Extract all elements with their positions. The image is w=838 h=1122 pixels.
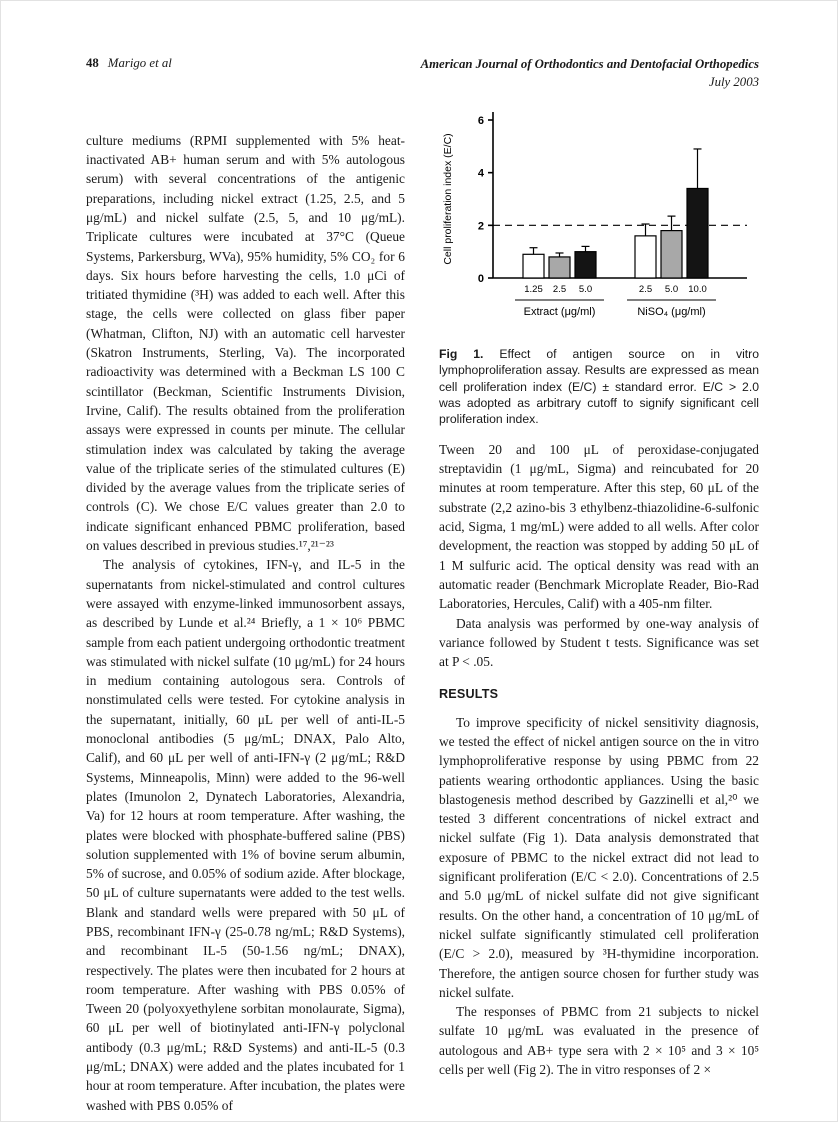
fig1-bar-chart [435, 106, 759, 346]
fig1-caption-text: Effect of antigen source on in vitro lymphoproliferation assay. Results are expressed as mean cell proliferation index (E/C) ± standard error. E/C > 2.0 was adopted as arbitrary cutoff to signify significant cell proliferation index. [439, 346, 759, 427]
x-tick-label: 2.5 [638, 283, 653, 295]
page-header [86, 56, 759, 92]
paragraph: culture mediums (RPMI supplemented with 5% heat-inactivated AB+ human serum and with 5% autologous serum) with several concentrations of the antigenic preparations, including nickel extract (1.25, 2.5, and 5 μg/mL) and nickel sulfate (2.5, 5, and 10 μg/mL). Triplicate cultures were incubated at 37°C (Queue Systems, Parkersburg, WVa), 95% humidity, 5% CO₂ for 6 days. Six hours before harvesting the cells, 1.0 μCi of tritiated thymidine (³H) was added to each well. After this stage, the cells were collected on glass fiber paper (Whatman, Clifton, NJ) with an automatic cell harvester (Skatron Instruments, Sterling, Va). The incorporated radioactivity was determined with a Beckman LS 100 C scintillator (Beckman, Scientific Instruments Division, Irvine, Calif). The results obtained from the proliferation assays were expressed in counts per minute. The cellular stimulation index was calculated by taking the average value of the triplicate series of the stimulated cultures (E) divided by the average values from the triplicate series of controls (C). We chose E/C values greater than 2.0 to indicate significant enhanced PBMC proliferation, based on values described in previous studies.¹⁷,²¹⁻²³ [86, 132, 405, 554]
x-tick-label: 10.0 [688, 283, 707, 295]
journal-title: American Journal of Orthodontics and Dentofacial Orthopedics [420, 57, 759, 71]
x-tick-label: 5.0 [664, 283, 679, 295]
bar [549, 257, 570, 278]
group-label: NiSO₄ (μg/ml) [637, 305, 706, 318]
right-column [439, 106, 759, 1115]
x-tick-label: 5.0 [578, 283, 593, 295]
bar [687, 188, 708, 278]
bar [635, 236, 656, 278]
paragraph: The responses of PBMC from 21 subjects to nickel sulfate 10 μg/mL was evaluated in the presence of autologous and AB+ type sera with 2 × 10⁵ and 3 × 10⁵ cells per well (Fig 2). The in vitro responses of 2 × [439, 1004, 759, 1078]
paragraph: To improve specificity of nickel sensitivity diagnosis, we tested the effect of nickel antigen source on the in vitro lymphoproliferative response by using PBMC from 22 patients wearing orthodontic appliances. Using the basic blastogenesis method described by Gazzinelli et al,²⁰ we tested 3 different concentrations of nickel extract and nickel sulfate (Fig 1). Data analysis demonstrated that exposure of PBMC to the nickel extract did not lead to significant proliferation (E/C < 2.0). Concentrations of 2.5 and 5.0 μg/mL of nickel sulfate did not give significant results. On the other hand, a concentration of 10 μg/mL of nickel sulfate significantly stimulated cell proliferation (E/C > 2.0), measured by ³H-thymidine incorporation. Therefore, the antigen source chosen for further study was nickel sulfate. [439, 714, 759, 1000]
running-authors: Marigo et al [107, 56, 172, 70]
y-tick-label: 6 [477, 114, 484, 127]
paragraph: Tween 20 and 100 μL of peroxidase-conjugated streptavidin (1 μg/mL, Sigma) and reincubated for 20 minutes at room temperature. After this step, 60 μL of the substrate (2,2 azino-bis 3 ethylbenz-thiazolidine-6-sulfonic acid, Sigma, 1 mg/mL) were added to all wells. After color development, the reaction was stopped by adding 50 μL of 1 M sulfuric acid. The optical density was read with an automatic reader (Benchmark Microplate Reader, Bio-Rad Laboratories, Hercules, Calif) with a 405-nm filter. [439, 441, 759, 612]
figure-1 [439, 106, 759, 428]
page-number: 48 [86, 56, 99, 70]
fig1-caption [439, 346, 759, 428]
results-section-heading: RESULTS [439, 687, 499, 702]
running-head-right [421, 56, 759, 92]
x-tick-label: 1.25 [524, 283, 543, 295]
group-label: Extract (μg/ml) [523, 305, 596, 318]
fig1-caption-label: Fig 1. [439, 346, 484, 361]
y-tick-label: 0 [477, 272, 484, 285]
y-tick-label: 4 [477, 167, 484, 180]
y-tick-label: 2 [477, 220, 484, 233]
two-column-body [86, 106, 759, 1115]
bar [575, 251, 596, 277]
bar [523, 254, 544, 278]
bar [661, 230, 682, 277]
left-column [86, 106, 405, 1115]
issue-date: July 2003 [708, 74, 759, 89]
paragraph: The analysis of cytokines, IFN-γ, and IL-5 in the supernatants from nickel-stimulated and control cultures were assayed with enzyme-linked immunosorbent assays, as described by Lunde et al.²⁴ Briefly, a 1 × 10⁶ PBMC sample from each patient undergoing orthodontic treatment was stimulated with nickel sulfate (10 μg/mL) for 24 hours in medium containing autologous sera. Controls of nonstimulated cells were tested. For cytokine analysis in the supernatant, initially, 60 μL per well of anti-IL-5 monoclonal antibodies (5 μg/mL; DNAX, Palo Alto, Calif), and 60 μL per well of anti-IFN-γ (2 μg/mL; R&D Systems, Minneapolis, Minn) were added to the 96-well plates (Imunolon 2, Dynatech Laboratories, Alexandria, Va) for 12 hours at room temperature. After washing, the plates were blocked with phosphate-buffered saline (PBS) solution supplemented with 1% of bovine serum albumin, 5% of sucrose, and 0.05% of sodium azide. After blockage, 50 μL of culture supernatants were added to the test wells. Blank and standard wells were prepared with 50 μL of PBS, recombinant IFN-γ (25-0.78 ng/mL; R&D Systems), and recombinant IL-5 (50-1.56 ng/mL; DNAX), respectively. The plates were then incubated for 2 hours at room temperature. After washing with PBS 0.05% of Tween 20 (polyoxyethylene sorbitan monolaurate, Sigma), 60 μL per well of biotinylated anti-IFN-γ polyclonal antibody (0.3 μg/mL; R&D Systems) and anti-IL-5 (0.3 μg/mL; DNAX) were added and the plates incubated for 1 hour at room temperature. After incubation, the plates were washed with PBS 0.05% of [86, 557, 405, 1113]
x-tick-label: 2.5 [552, 283, 567, 295]
running-head-left [86, 56, 172, 71]
y-axis-label: Cell proliferation index (E/C) [442, 133, 454, 265]
paragraph: Data analysis was performed by one-way analysis of variance followed by Student t tests. Significance was set at P < .05. [439, 615, 759, 670]
